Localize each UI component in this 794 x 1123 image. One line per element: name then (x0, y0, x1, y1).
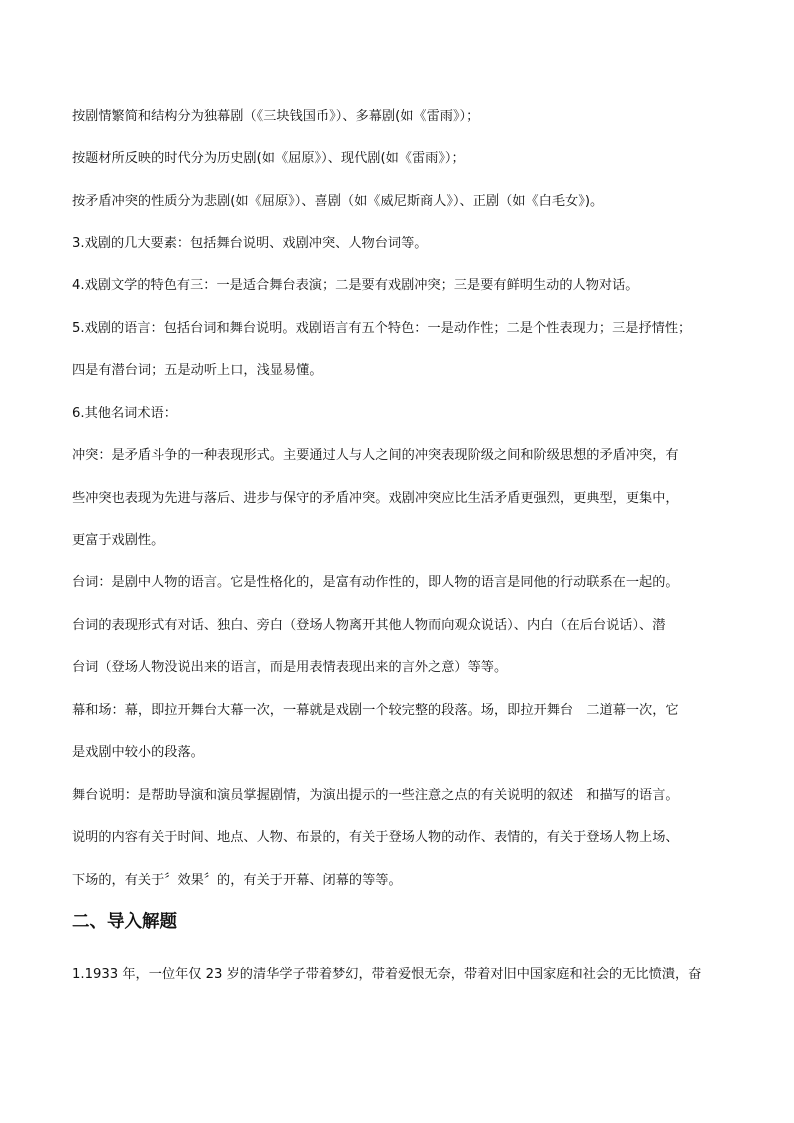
text-line-10: 些冲突也表现为先进与落后、进步与保守的矛盾冲突。戏剧冲突应比生活矛盾更强烈，更典型，更集中， (72, 491, 679, 506)
text-line-8: 6.其他名词术语： (72, 406, 177, 421)
text-line-13: 台词的表现形式有对话、独白、旁白（登场人物离开其他人物而向观众说话）、内白（在后台说话）、潜 (72, 618, 666, 633)
text-line-4: 3.戏剧的几大要素：包括舞台说明、戏剧冲突、人物台词等。 (72, 236, 428, 251)
text-line-18: 说明的内容有关于时间、地点、人物、布景的，有关于登场人物的动作、表情的，有关于登场人物上场、 (72, 830, 679, 845)
text-line-7: 四是有潜台词；五是动听上口，浅显易懂。 (72, 363, 323, 378)
text-line-3: 按矛盾冲突的性质分为悲剧(如《屈原》）、喜剧（如《威尼斯商人》）、正剧（如《白毛女》)。 (72, 194, 604, 209)
text-line-1: 按剧情繁简和结构分为独幕剧（《三块钱国币》）、多幕剧(如《雷雨》）； (72, 109, 480, 124)
text-line-16: 是戏剧中较小的段落。 (72, 745, 204, 760)
section-heading: 二、导入解题 (72, 912, 177, 932)
text-line-6: 5.戏剧的语言：包括台词和舞台说明。戏剧语言有五个特色：一是动作性；二是个性表现力；三是抒情性； (72, 321, 692, 336)
text-line-12: 台词：是剧中人物的语言。它是性格化的，是富有动作性的，即人物的语言是同他的行动联系在一起的。 (72, 575, 679, 590)
text-line-15: 幕和场：幕，即拉开舞台大幕一次，一幕就是戏剧一个较完整的段落。场，即拉开舞台 二道幕一次，它 (72, 703, 679, 718)
text-line-11: 更富于戏剧性。 (72, 533, 165, 548)
text-line-14: 台词（登场人物没说出来的语言，而是用表情表现出来的言外之意）等等。 (72, 660, 508, 675)
text-line-5: 4.戏剧文学的特色有三：一是适合舞台表演；二是要有戏剧冲突；三是要有鲜明生动的人物对话。 (72, 278, 639, 293)
text-line-2: 按题材所反映的时代分为历史剧(如《屈原》）、现代剧(如《雷雨》）； (72, 151, 465, 166)
text-line-17: 舞台说明：是帮助导演和演员掌握剧情，为演出提示的一些注意之点的有关说明的叙述 和描写的语言。 (72, 788, 679, 803)
text-line-9: 冲突：是矛盾斗争的一种表现形式。主要通过人与人之间的冲突表现阶级之间和阶级思想的矛盾冲突，有 (72, 448, 679, 463)
text-line-19: 下场的，有关于〞效果〞的，有关于开幕、闭幕的等等。 (72, 873, 402, 888)
text-line-20: 1.1933 年，一位年仅 23 岁的清华学子带着梦幻，带着爱恨无奈，带着对旧中国家庭和社会的无比愤潰，奋 (72, 967, 702, 982)
